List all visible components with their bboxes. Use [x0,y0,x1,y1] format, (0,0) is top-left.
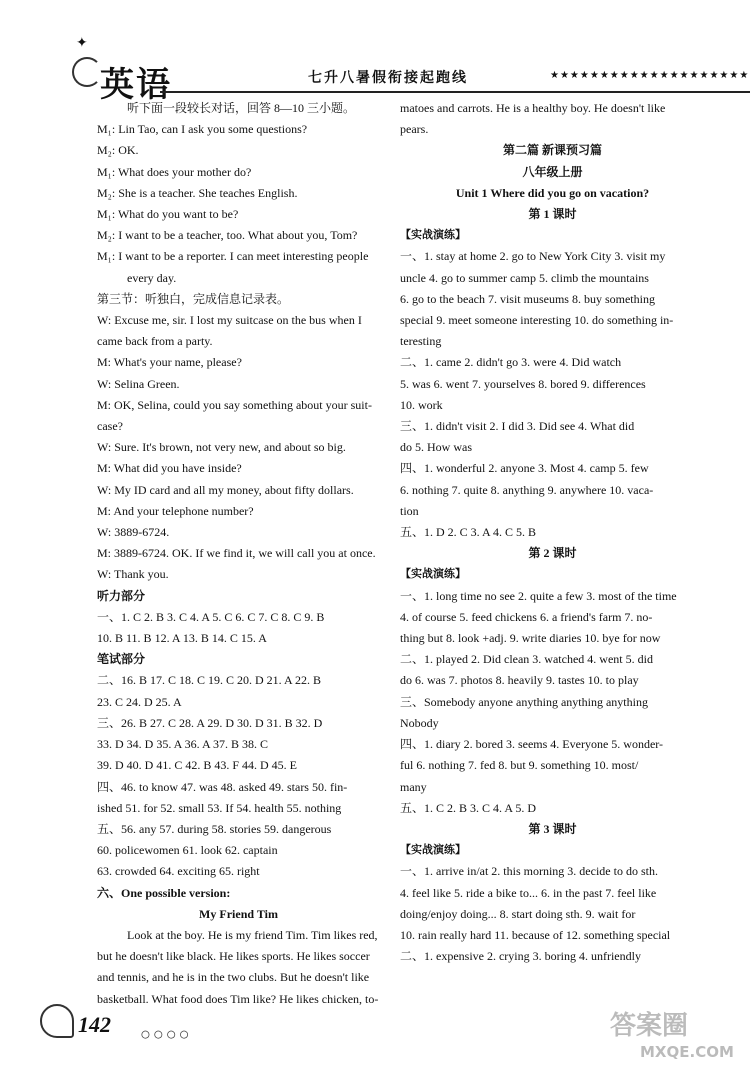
left-line: M: 3889-6724. OK. If we find it, we will call you at once. [97,546,376,561]
right-line: 第二篇 新课预习篇 [502,143,602,158]
right-line: 第 1 课时 [528,207,577,222]
right-line: 二、1. expensive 2. crying 3. boring 4. unfriendly [400,949,641,964]
left-line: case? [97,419,123,434]
right-line: doing/enjoy doing... 8. start doing sth. 9. wait for [400,906,636,921]
right-line: 一、1. stay at home 2. go to New York City 3. visit my [400,249,666,264]
left-line: W: 3889-6724. [97,525,170,540]
right-line: 三、Somebody anyone anything anything anything [400,694,648,709]
right-line: thing but 8. look +adj. 9. write diaries 10. bye for now [400,631,661,646]
right-line: 一、1. arrive in/at 2. this morning 3. decide to do sth. [400,864,658,879]
left-line: W: Selina Green. [97,376,180,391]
left-line: 第三节：听独白，完成信息记录表。 [97,291,290,306]
left-line: M: OK, Selina, could you say something about your suit- [97,397,372,412]
right-line: do 6. was 7. photos 8. heavily 9. tastes 10. to play [400,673,639,688]
watermark-url: MXQE.COM [640,1043,734,1061]
left-line: W: Thank you. [97,567,169,582]
right-line: 第 3 课时 [528,821,577,836]
right-line: teresting [400,334,442,349]
left-line: ished 51. for 52. small 53. If 54. health 55. nothing [97,800,342,815]
left-line: 39. D 40. D 41. C 42. B 43. F 44. D 45. E [97,758,298,773]
left-line: but he doesn't like black. He likes sports. He likes soccer [97,949,370,964]
circles-decoration: ○○○○ [140,1024,192,1044]
left-line: every day. [127,270,177,285]
right-line: many [400,779,427,794]
left-line: M₁: What do you want to be? [97,207,239,222]
left-line: 四、46. to know 47. was 48. asked 49. stars 50. fin- [97,779,348,794]
left-line: 三、26. B 27. C 28. A 29. D 30. D 31. B 32. D [97,715,323,730]
right-line: ful 6. nothing 7. fed 8. but 9. something 10. most/ [400,758,639,773]
left-line: and tennis, and he is in the two clubs. But he doesn't like [97,970,370,985]
left-line: M₂: She is a teacher. She teaches English. [97,185,298,200]
right-line: 二、1. came 2. didn't go 3. were 4. Did watch [400,355,622,370]
right-line: Unit 1 Where did you go on vacation? [455,185,650,200]
left-line: M₁: I want to be a reporter. I can meet interesting people [97,249,369,264]
header-rule [160,91,750,93]
right-line: 八年级上册 [522,164,583,179]
sparkle-icon: ✦ [76,36,88,51]
right-line: 四、1. diary 2. bored 3. seems 4. Everyone 5. wonder- [400,737,664,752]
page-number: 142 [78,1012,111,1037]
left-line: W: My ID card and all my money, about fifty dollars. [97,482,354,497]
left-line: 听下面一段较长对话，回答 8—10 三小题。 [127,101,356,115]
left-line: 六、One possible version: [97,885,231,900]
right-line: special 9. meet someone interesting 10. do something in- [400,313,674,328]
left-line: 33. D 34. D 35. A 36. A 37. B 38. C [97,737,269,752]
right-line: 10. work [400,397,443,412]
left-line: M: What did you have inside? [97,461,242,476]
header-title: 英语 [100,65,172,105]
right-line: 四、1. wonderful 2. anyone 3. Most 4. camp 5. few [400,461,649,476]
left-line: My Friend Tim [199,906,278,921]
logo [60,35,210,105]
right-line: 4. feel like 5. ride a bike to... 6. in the past 7. feel like [400,885,657,900]
left-line: basketball. What food does Tim like? He likes chicken, to- [97,991,379,1006]
right-line: 4. of course 5. feed chickens 6. a friend's farm 7. no- [400,609,653,624]
right-line: pears. [400,122,429,137]
right-line: 五、1. D 2. C 3. A 4. C 5. B [400,525,537,540]
swirl-icon [72,57,102,87]
left-line: 63. crowded 64. exciting 65. right [97,864,260,879]
right-line: 10. rain really hard 11. because of 12. something special [400,927,671,942]
right-line: 6. nothing 7. quite 8. anything 9. anywhere 10. vaca- [400,482,654,497]
right-line: 第 2 课时 [528,546,577,561]
right-line: Nobody [400,715,439,730]
right-line: tion [400,503,419,518]
right-line: 6. go to the beach 7. visit museums 8. buy something [400,291,655,306]
left-line: W: Sure. It's brown, not very new, and about so big. [97,440,346,455]
decoration-icon [40,1004,74,1038]
watermark-logo: 答案圈 [610,1011,689,1041]
right-line: 【实战演练】 [400,229,466,242]
left-line: 听力部分 [97,588,146,603]
header-subtitle: 七升八暑假衔接起跑线 [308,70,468,86]
left-line: M₁: Lin Tao, can I ask you some questions? [97,122,308,137]
left-line: came back from a party. [97,334,213,349]
right-line: 一、1. long time no see 2. quite a few 3. most of the time [400,588,677,603]
page-footer [40,1000,240,1060]
left-line: 10. B 11. B 12. A 13. B 14. C 15. A [97,631,267,646]
right-line: do 5. How was [400,440,472,455]
right-line: matoes and carrots. He is a healthy boy. He doesn't like [400,101,666,115]
left-line: W: Excuse me, sir. I lost my suitcase on the bus when I [97,313,362,328]
left-line: 笔试部分 [97,652,146,667]
left-column [97,98,380,1010]
right-line: 二、1. played 2. Did clean 3. watched 4. went 5. did [400,652,653,667]
left-line: M: What's your name, please? [97,355,242,370]
left-line: 23. C 24. D 25. A [97,694,182,709]
left-line: 二、16. B 17. C 18. C 19. C 20. D 21. A 22. B [97,673,322,688]
right-line: 【实战演练】 [400,844,466,857]
left-line: M₁: What does your mother do? [97,164,252,179]
left-line: 60. policewomen 61. look 62. captain [97,843,278,858]
left-line: M₂: OK. [97,143,139,158]
right-line: uncle 4. go to summer camp 5. climb the mountains [400,270,649,285]
right-line: 5. was 6. went 7. yourselves 8. bored 9. differences [400,376,646,391]
right-line: 三、1. didn't visit 2. I did 3. Did see 4. What did [400,419,635,434]
right-line: 【实战演练】 [400,568,466,581]
right-column [400,98,705,967]
header-stars: ★★★★★★★★★★★★★★★★★★★★ [550,70,750,81]
left-line: M: And your telephone number? [97,503,254,518]
right-line: 五、1. C 2. B 3. C 4. A 5. D [400,800,537,815]
page-header [60,35,750,105]
left-line: Look at the boy. He is my friend Tim. Tim likes red, [127,927,378,942]
left-line: 一、1. C 2. B 3. C 4. A 5. C 6. C 7. C 8. C 9. B [97,609,325,624]
left-line: 五、56. any 57. during 58. stories 59. dangerous [97,821,332,836]
left-line: M₂: I want to be a teacher, too. What about you, Tom? [97,228,358,243]
